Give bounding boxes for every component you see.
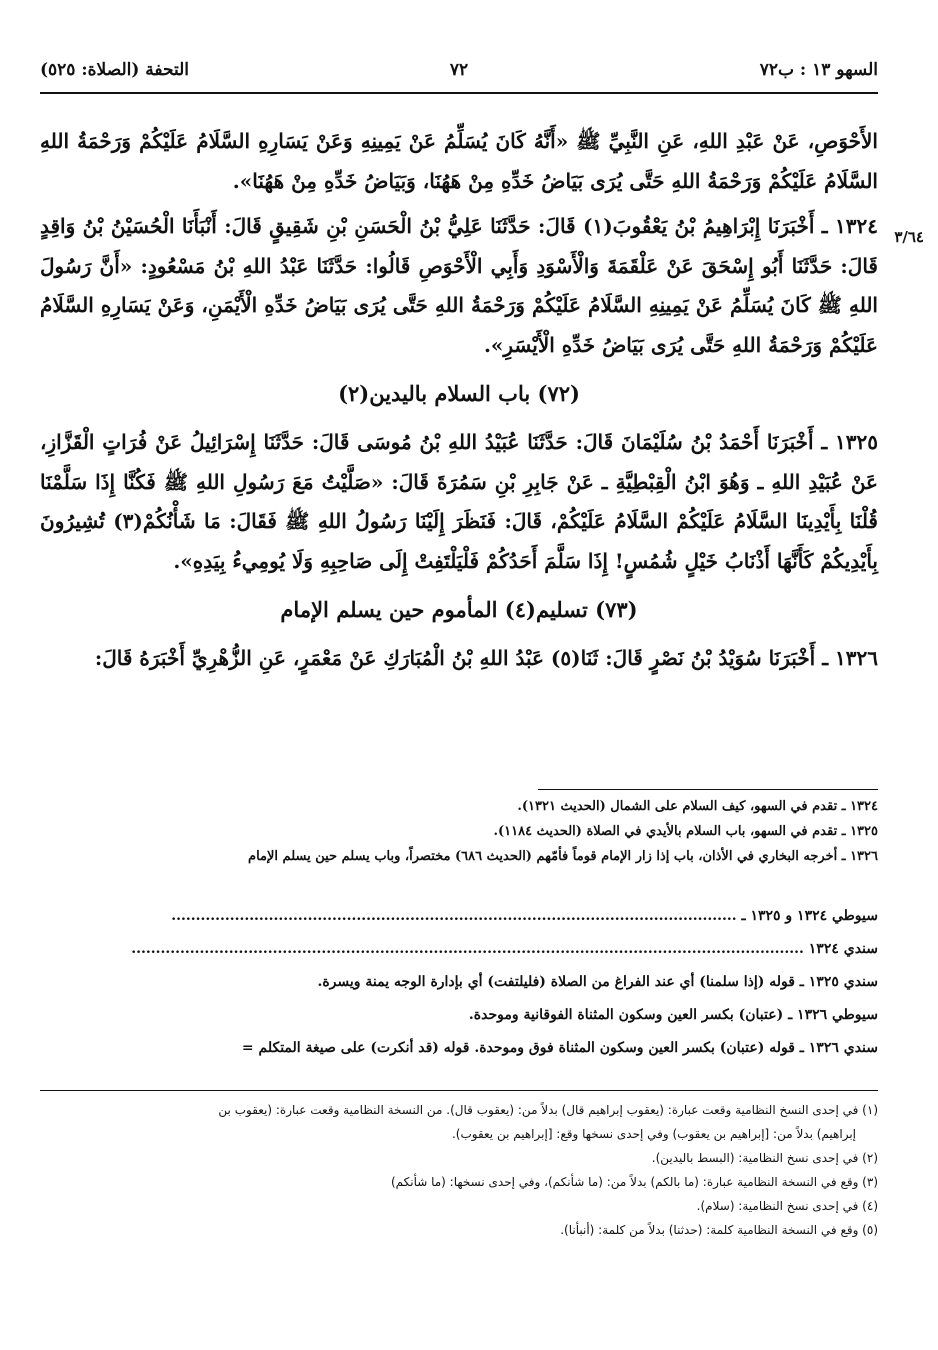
commentary-line: سندي ١٣٢٥ ـ قوله (إذا سلمنا) أي عند الفراغ من الصلاة (فليلتفت) أي بإدارة الوجه يمنة ويسرة. xyxy=(317,974,878,990)
takhrij-notes xyxy=(40,794,878,869)
header-rule xyxy=(40,92,878,94)
hadith-1325: ١٣٢٥ ـ أَخْبَرَنَا أَحْمَدُ بْنُ سُلَيْمَانَ قَالَ: حَدَّثَنَا عُبَيْدُ اللهِ بْنُ مُوسَى قَالَ: حَدَّثَنَا إِسْرَائِيلُ عَنْ فُرَاتٍ الْقَزَّازِ، عَنْ عُبَيْدِ اللهِ ـ وَهُوَ ابْنُ الْقِبْطِيَّةِ ـ عَنْ جَابِرِ بْنِ سَمُرَةَ قَالَ: «صَلَّيْتُ مَعَ رَسُولِ اللهِ ﷺ فَكُنَّا إِذَا سَلَّمْنَا قُلْنَا بِأَيْدِينَا السَّلَامُ عَلَيْكُمْ السَّلَامُ عَلَيْكُمْ، قَالَ: فَنَظَرَ إِلَيْنَا رَسُولُ اللهِ ﷺ فَقَالَ: مَا شَأْنُكُمْ(٣) تُشِيرُونَ بِأَيْدِيكُمْ كَأَنَّهَا أَذْنَابُ خَيْلٍ شُمُسٍ! إِذَا سَلَّمَ أَحَدُكُمْ فَلْيَلْتَفِتْ إِلَى صَاحِبِهِ وَلَا يُومِيءُ بِيَدِهِ». xyxy=(40,430,878,573)
header-tuhfa-ref: التحفة (الصلاة: ٥٢٥) xyxy=(40,60,190,80)
footnote: (٤) في إحدى نسخ النظامية: (سلام). xyxy=(696,1199,878,1213)
takhrij-rule xyxy=(538,789,878,790)
chapter-heading-72: (٧٢) باب السلام باليدين(٢) xyxy=(338,381,580,406)
page-number: ٧٢ xyxy=(449,60,469,80)
margin-reference: ٣/٦٤ xyxy=(894,228,924,246)
commentary-line: سندي ١٣٢٦ ـ قوله (عتبان) بكسر العين وسكون المثناة فوق وموحدة. قوله (قد أنكرت) على صيغة المتكلم = xyxy=(241,1040,878,1056)
running-header xyxy=(40,60,878,88)
takhrij-note: ١٣٢٥ ـ تقدم في السهو، باب السلام بالأيدي في الصلاة (الحديث ١١٨٤). xyxy=(493,824,878,839)
hadith-continuation: الأَحْوَصِ، عَنْ عَبْدِ اللهِ، عَنِ النَّبِيِّ ﷺ «أَنَّهُ كَانَ يُسَلِّمُ عَنْ يَمِينِهِ وَعَنْ يَسَارِهِ السَّلَامُ عَلَيْكُمْ وَرَحْمَةُ اللهِ السَّلَامُ عَلَيْكُمْ وَرَحْمَةُ اللهِ حَتَّى يُرَى بَيَاضُ خَدِّهِ مِنْ هَهُنَا، وَبَيَاضُ خَدِّهِ مِنْ هَهُنَا». xyxy=(40,129,878,193)
commentary-section xyxy=(40,900,878,1065)
main-text xyxy=(40,122,878,685)
footnote-continuation: إبراهيم) بدلاً من: [إبراهيم بن يعقوب) وفي إحدى نسخها وقع: [إبراهيم بن يعقوب). xyxy=(451,1127,856,1141)
commentary-line: سيوطي ١٣٢٤ و ١٣٢٥ ـ .................................................................................................................... xyxy=(171,908,878,924)
takhrij-note: ١٣٢٤ ـ تقدم في السهو، كيف السلام على الشمال (الحديث ١٣٢١). xyxy=(517,799,878,814)
footnote: (٣) وقع في النسخة النظامية عبارة: (ما بالكم) بدلاً من: (ما شأنكم)، وفي إحدى نسخها: (ما شأنكم) xyxy=(390,1175,878,1189)
footnote: (١) في إحدى النسخ النظامية وقعت عبارة: (يعقوب إبراهيم قال) بدلاً من: (يعقوب قال). من النسخة النظامية وقعت عبارة: (يعقوب بن xyxy=(218,1103,878,1117)
takhrij-note: ١٣٢٦ ـ أخرجه البخاري في الأذان، باب إذا زار الإمام قوماً فأمّهم (الحديث ٦٨٦) مختصراً، وباب يسلم حين يسلم الإمام xyxy=(248,849,878,864)
footnotes xyxy=(40,1098,878,1242)
hadith-1324: ١٣٢٤ ـ أَخْبَرَنَا إِبْرَاهِيمُ بْنُ يَعْقُوبَ(١) قَالَ: حَدَّثَنَا عَلِيُّ بْنُ الْحَسَنِ بْنِ شَقِيقٍ قَالَ: أَنْبَأَنَا الْحُسَيْنُ بْنُ وَاقِدٍ قَالَ: حَدَّثَنَا أَبُو إِسْحَقَ عَنْ عَلْقَمَةَ وَالْأَسْوَدِ وَأَبِي الْأَحْوَصِ قَالُوا: حَدَّثَنَا عَبْدُ اللهِ بْنُ مَسْعُودٍ: «أَنَّ رَسُولَ اللهِ ﷺ كَانَ يُسَلِّمُ عَنْ يَمِينِهِ السَّلَامُ عَلَيْكُمْ وَرَحْمَةُ اللهِ حَتَّى يُرَى بَيَاضُ خَدِّهِ الْأَيْمَنِ، وَعَنْ يَسَارِهِ السَّلَامُ عَلَيْكُمْ وَرَحْمَةُ اللهِ حَتَّى يُرَى بَيَاضُ خَدِّهِ الْأَيْسَرِ». xyxy=(40,214,878,357)
commentary-line: سندي ١٣٢٤ .......................................................................................................................................... xyxy=(131,941,878,957)
hadith-1326: ١٣٢٦ ـ أَخْبَرَنَا سُوَيْدُ بْنُ نَصْرٍ قَالَ: ثَنَا(٥) عَبْدُ اللهِ بْنُ الْمُبَارَكِ عَنْ مَعْمَرٍ، عَنِ الزُّهْرِيِّ أَخْبَرَهُ قَالَ: xyxy=(94,646,878,670)
footnotes-rule xyxy=(40,1090,878,1091)
header-section-ref: السهو ١٣ : ب٧٢ xyxy=(759,60,878,80)
chapter-heading-73: (٧٣) تسليم(٤) المأموم حين يسلم الإمام xyxy=(280,597,638,622)
footnote: (٥) وقع في النسخة النظامية كلمة: (حدثنا) بدلاً من كلمة: (أنبأنا). xyxy=(560,1223,878,1237)
commentary-line: سيوطي ١٣٢٦ ـ (عتبان) بكسر العين وسكون المثناة الفوقانية وموحدة. xyxy=(468,1007,878,1023)
footnote: (٢) في إحدى نسخ النظامية: (البسط باليدين). xyxy=(651,1151,878,1165)
